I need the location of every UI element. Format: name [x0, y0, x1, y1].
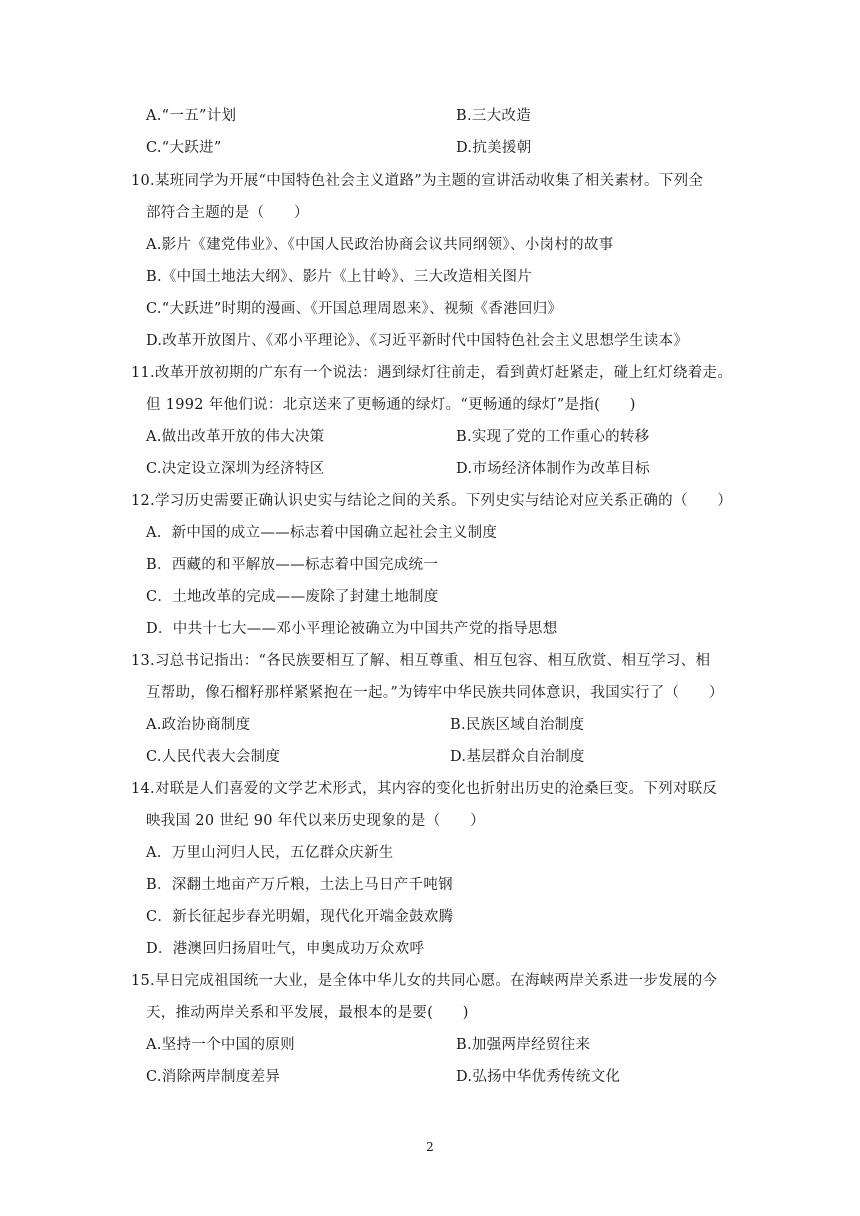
- q12-option-b: B．西藏的和平解放——标志着中国完成统一: [146, 557, 439, 573]
- q12-option-c: C．土地改革的完成——废除了封建土地制度: [146, 589, 439, 605]
- q15-stem-line2: 天，推动两岸关系和平发展，最根本的是要( ): [146, 1005, 469, 1021]
- q11-option-b: B.实现了党的工作重心的转移: [456, 429, 650, 445]
- q12-option-a: A．新中国的成立——标志着中国确立起社会主义制度: [146, 525, 498, 541]
- q15-option-d: D.弘扬中华优秀传统文化: [456, 1069, 621, 1085]
- q10-option-a: A.影片《建党伟业》、《中国人民政治协商会议共同纲领》、小岗村的故事: [146, 237, 614, 253]
- q13-option-a: A.政治协商制度: [146, 717, 251, 733]
- q9-option-a: A.“一五”计划: [146, 108, 237, 124]
- q15-stem-line1: 15.早日完成祖国统一大业，是全体中华儿女的共同心愿。在海峡两岸关系进一步发展的今: [131, 973, 718, 989]
- q9-option-c: C.“大跃进”: [146, 140, 222, 156]
- page-number: 2: [426, 1140, 434, 1154]
- q9-option-b: B.三大改造: [456, 108, 532, 124]
- q15-option-c: C.消除两岸制度差异: [146, 1069, 281, 1085]
- q15-option-b: B.加强两岸经贸往来: [456, 1037, 591, 1053]
- q11-option-d: D.市场经济体制作为改革目标: [456, 461, 650, 477]
- q12-option-d: D．中共十七大——邓小平理论被确立为中国共产党的指导思想: [146, 621, 558, 637]
- q14-option-a: A．万里山河归人民，五亿群众庆新生: [146, 845, 394, 861]
- q11-option-a: A.做出改革开放的伟大决策: [146, 429, 325, 445]
- q14-option-b: B．深翻土地亩产万斤粮，土法上马日产千吨钢: [146, 877, 453, 893]
- q10-option-c: C.“大跃进”时期的漫画、《开国总理周恩来》、视频《香港回归》: [146, 301, 563, 317]
- q13-option-c: C.人民代表大会制度: [146, 749, 281, 765]
- q10-stem-line1: 10.某班同学为开展“中国特色社会主义道路”为主题的宣讲活动收集了相关素材。下列全: [131, 173, 704, 189]
- q13-stem-line2: 互帮助，像石榴籽那样紧紧抱在一起。”为铸牢中华民族共同体意识，我国实行了（ ）: [146, 685, 724, 701]
- q9-option-d: D.抗美援朝: [456, 140, 532, 156]
- q14-option-d: D．港澳回归扬眉吐气，申奥成功万众欢呼: [146, 941, 425, 957]
- q11-option-c: C.决定设立深圳为经济特区: [146, 461, 325, 477]
- q14-option-c: C．新长征起步春光明媚，现代化开端金鼓欢腾: [146, 909, 454, 925]
- q14-stem-line1: 14.对联是人们喜爱的文学艺术形式，其内容的变化也折射出历史的沧桑巨变。下列对联反: [131, 781, 718, 797]
- q10-option-d: D.改革开放图片、《邓小平理论》、《习近平新时代中国特色社会主义思想学生读本》: [146, 333, 689, 349]
- q13-option-b: B.民族区域自治制度: [450, 717, 585, 733]
- q11-stem-line1: 11.改革开放初期的广东有一个说法：遇到绿灯往前走，看到黄灯赶紧走，碰上红灯绕着走。: [131, 365, 733, 381]
- q10-stem-line2: 部符合主题的是（ ）: [146, 205, 309, 221]
- q12-stem-line1: 12.学习历史需要正确认识史实与结论之间的关系。下列史实与结论对应关系正确的（ ）: [131, 493, 733, 509]
- q15-option-a: A.坚持一个中国的原则: [146, 1037, 295, 1053]
- q14-stem-line2: 映我国 20 世纪 90 年代以来历史现象的是（ ）: [146, 813, 485, 829]
- q10-option-b: B.《中国土地法大纲》、影片《上甘岭》、三大改造相关图片: [146, 269, 533, 285]
- q13-option-d: D.基层群众自治制度: [450, 749, 585, 765]
- q13-stem-line1: 13.习总书记指出：“各民族要相互了解、相互尊重、相互包容、相互欣赏、相互学习、相: [131, 653, 711, 669]
- q11-stem-line2: 但 1992 年他们说：北京送来了更畅通的绿灯。“更畅通的绿灯”是指( ): [146, 397, 636, 413]
